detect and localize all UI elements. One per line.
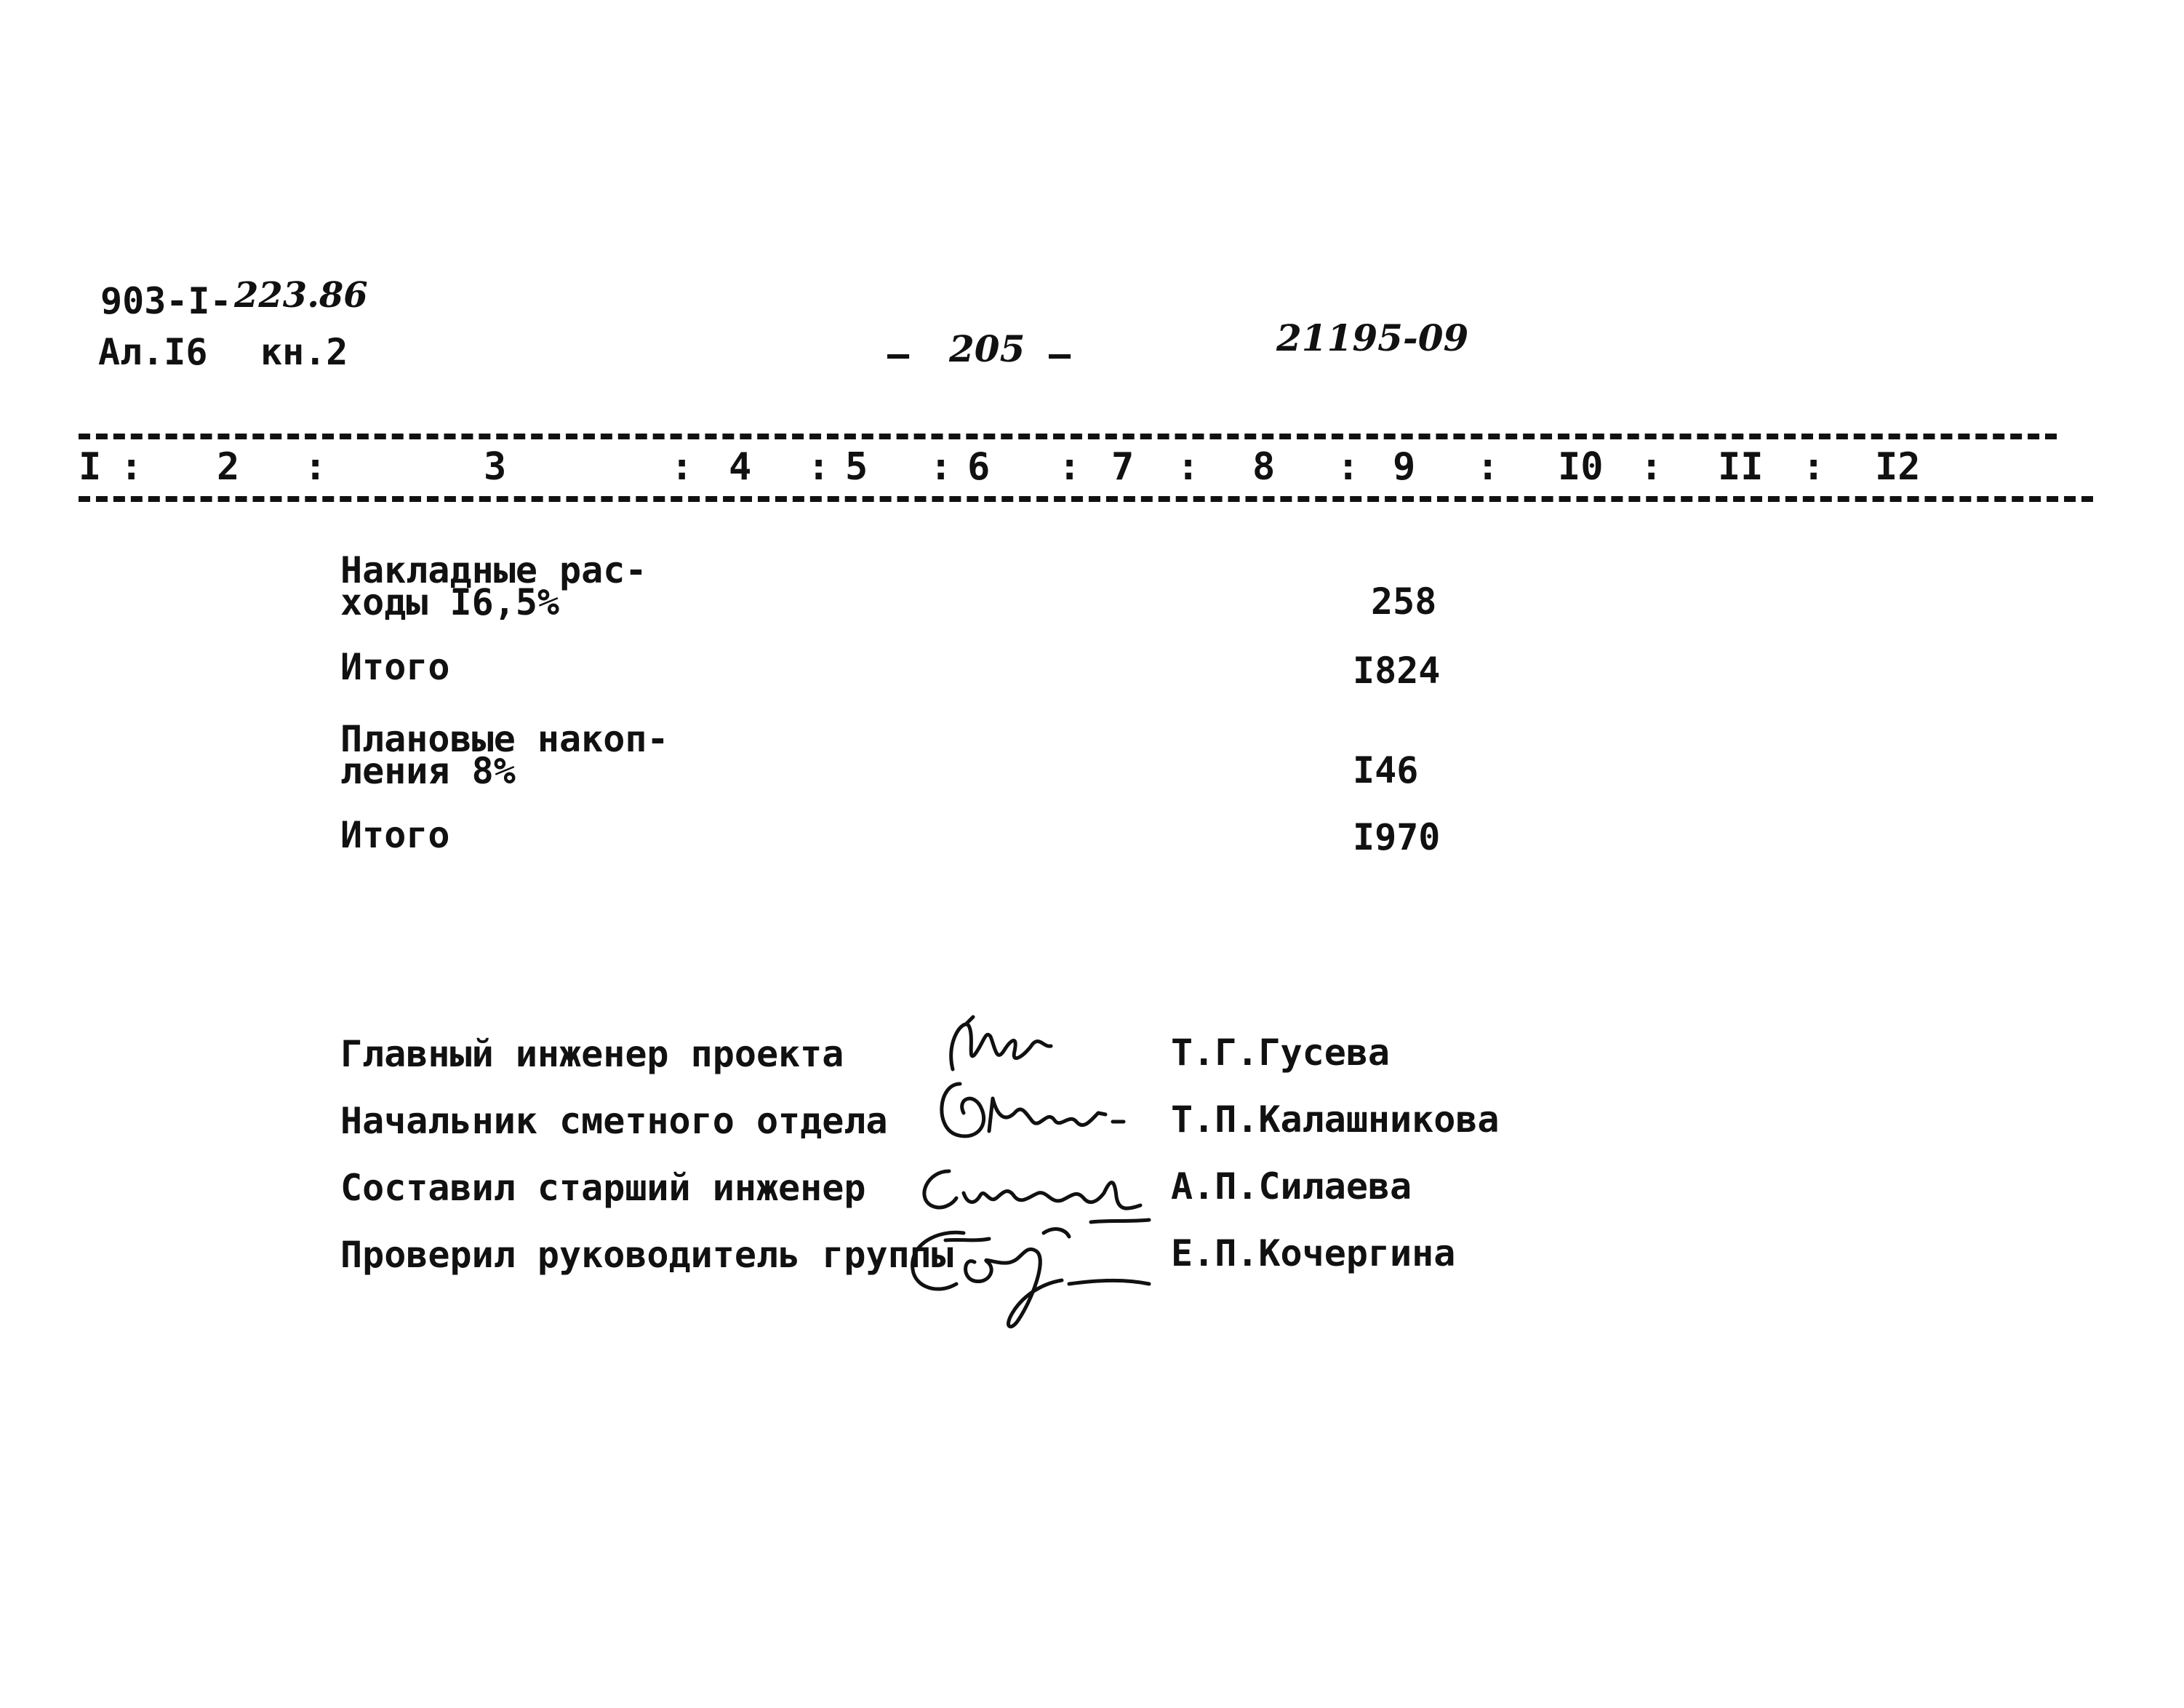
column-10-header: I0 <box>1558 445 1604 489</box>
header-rule-top <box>79 434 2057 439</box>
column-separator: : <box>1337 445 1360 489</box>
column-separator: : <box>929 445 953 489</box>
column-separator: : <box>671 445 694 489</box>
row-label-overhead: Накладные рас- ходы I6,5% <box>340 549 647 623</box>
column-5-header: 5 <box>845 445 868 489</box>
row-label-subtotal: Итого <box>340 646 450 688</box>
signature-role-estimate-head: Начальник сметного отдела <box>340 1100 888 1142</box>
column-separator: : <box>807 445 831 489</box>
page-number-dash-left: – <box>887 333 910 375</box>
signature-name-checker: Е.П.Кочергина <box>1171 1232 1456 1274</box>
row-label-total: Итого <box>340 814 450 856</box>
column-separator: : <box>304 445 327 489</box>
album-label: Ал.I6 <box>98 331 208 373</box>
page-number: 205 <box>949 327 1025 370</box>
column-2-header: 2 <box>217 445 240 489</box>
series-handwritten: 223.86 <box>234 275 368 316</box>
signature-role-checker: Проверил руководитель группы <box>340 1234 953 1276</box>
row-value-total: I970 <box>1353 816 1441 858</box>
column-3-header: 3 <box>484 445 507 489</box>
column-12-header: I2 <box>1875 445 1921 489</box>
signature-name-chief-engineer: Т.Г.Гусева <box>1171 1031 1391 1074</box>
column-separator: : <box>120 445 143 489</box>
signature-name-estimate-head: Т.П.Калашникова <box>1171 1098 1500 1141</box>
column-1-header: I <box>79 445 102 489</box>
row-value-overhead: 258 <box>1371 580 1437 623</box>
document-number: 21195-09 <box>1276 316 1469 359</box>
signature-scribble-4 <box>895 1211 1178 1342</box>
signature-scribble-2 <box>931 1069 1164 1149</box>
page-number-dash-right: – <box>1049 333 1071 375</box>
row-value-planned-savings: I46 <box>1353 749 1419 791</box>
column-separator: : <box>1640 445 1663 489</box>
column-4-header: 4 <box>729 445 752 489</box>
header-rule-bottom <box>79 496 2093 502</box>
column-separator: : <box>1177 445 1200 489</box>
column-7-header: 7 <box>1111 445 1135 489</box>
signature-name-compiler: А.П.Силаева <box>1171 1165 1412 1208</box>
column-separator: : <box>1476 445 1500 489</box>
series-prefix: 903-I- <box>100 280 232 322</box>
column-6-header: 6 <box>967 445 991 489</box>
book-label: кн.2 <box>260 331 348 373</box>
signature-role-compiler: Составил старший инженер <box>340 1167 866 1209</box>
row-value-subtotal: I824 <box>1353 650 1441 692</box>
column-separator: : <box>1802 445 1825 489</box>
column-8-header: 8 <box>1252 445 1276 489</box>
row-label-planned-savings: Плановые накоп- ления 8% <box>340 718 669 792</box>
column-separator: : <box>1058 445 1081 489</box>
signature-role-chief-engineer: Главный инженер проекта <box>340 1033 844 1075</box>
column-11-header: II <box>1718 445 1764 489</box>
column-9-header: 9 <box>1393 445 1416 489</box>
